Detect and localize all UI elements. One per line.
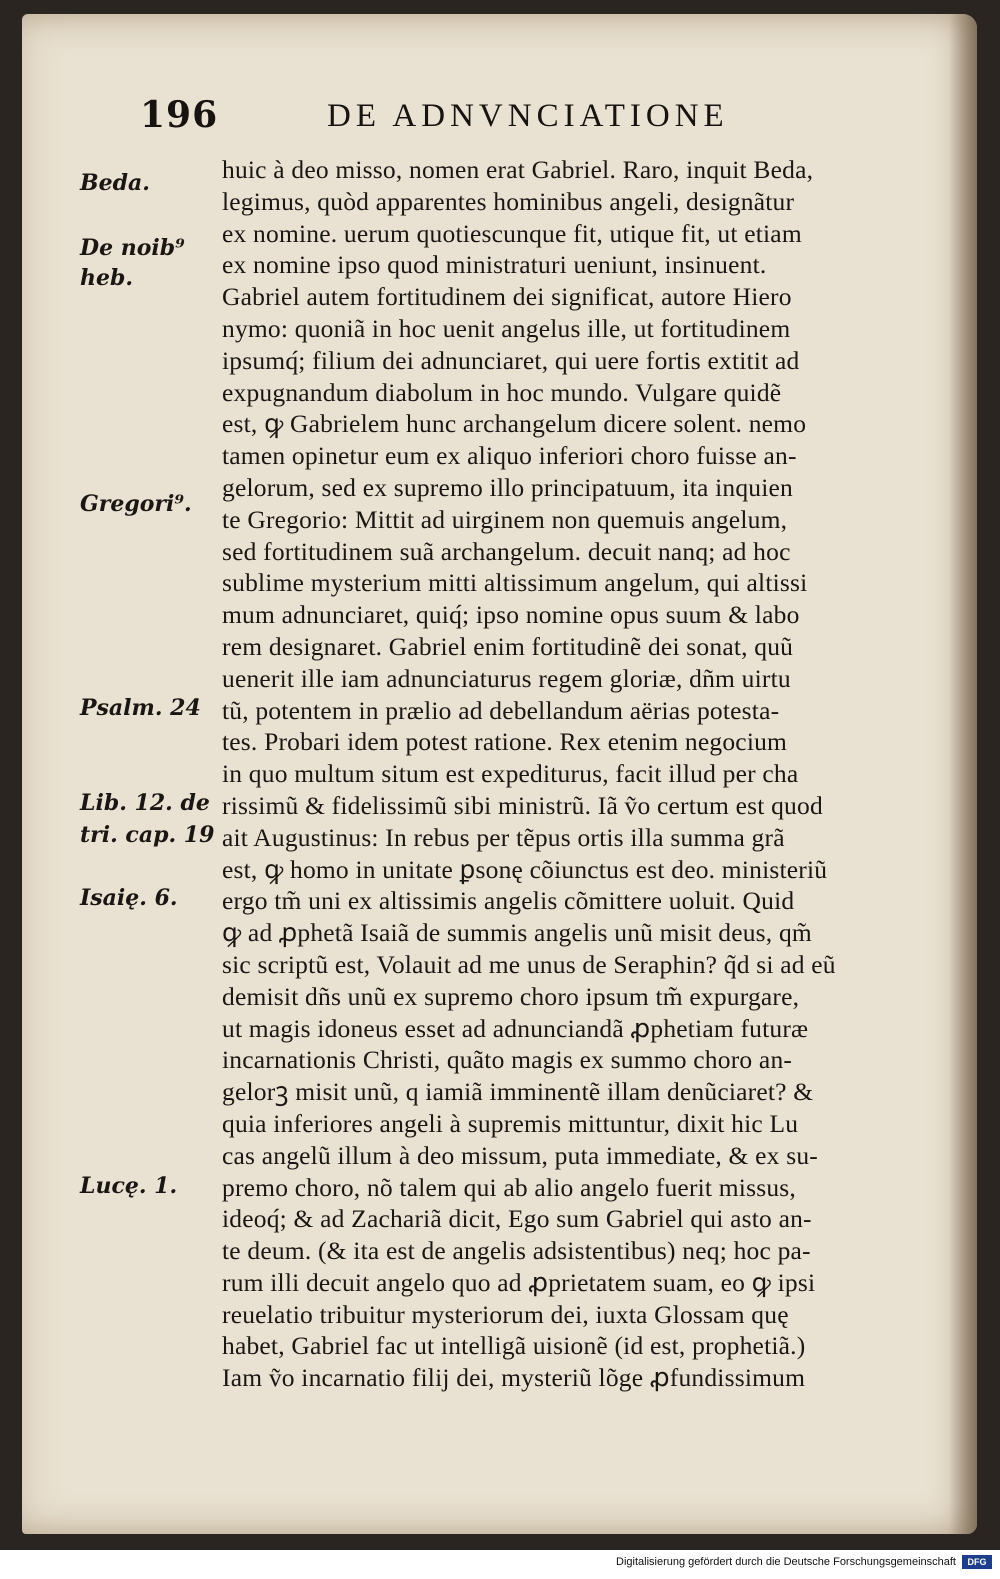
margin-note: Beda. — [80, 170, 150, 196]
text-line: rissimũ & fidelissimũ sibi ministrũ. Iã ṽo certum est quod — [222, 790, 823, 820]
margin-note: heb. — [80, 265, 134, 291]
text-line: demisit dñs unũ ex supremo choro ipsum tm̃ expurgare, — [222, 981, 800, 1011]
text-line: ait Augustinus: In rebus per tẽpus ortis illa summa grã — [222, 822, 785, 852]
text-line: ex nomine ipso quod ministraturi ueniunt, insinuent. — [222, 250, 767, 280]
text-line: ex nomine. uerum quotiescunque fit, utique fit, ut etiam — [222, 218, 802, 248]
page-number: 196 — [140, 94, 219, 136]
margin-note: De noib⁹ — [80, 235, 185, 261]
digitization-footer — [0, 1550, 1000, 1579]
text-line: sed fortitudinem suã archangelum. decuit nanq; ad hoc — [222, 536, 791, 566]
text-line: incarnationis Christi, quãto magis ex summo choro an- — [222, 1045, 793, 1075]
running-title: DE ADNVNCIATIONE — [327, 98, 729, 134]
text-line: nymo: quoniã in hoc uenit angelus ille, ut fortitudinem — [222, 313, 791, 343]
text-line: gelorum, sed ex supremo illo principatuum, ita inquien — [222, 472, 793, 502]
text-line: gelorꝫ misit unũ, q iamiã imminentẽ illam denũciaret? & — [222, 1077, 814, 1107]
text-line: te Gregorio: Mittit ad uirginem non quemuis angelum, — [222, 504, 788, 534]
text-line: ipsumq́; filium dei adnunciaret, qui uere fortis extitit ad — [222, 345, 800, 375]
text-line: reuelatio tribuitur mysteriorum dei, iuxta Glossam quę — [222, 1299, 789, 1329]
text-line: Gabriel autem fortitudinem dei significat, autore Hiero — [222, 282, 792, 312]
margin-note: Isaię. 6. — [80, 885, 178, 911]
text-line: uenerit ille iam adnunciaturus regem gloriæ, dñm uirtu — [222, 663, 791, 693]
page-header — [22, 94, 977, 144]
margin-note: Gregori⁹. — [80, 491, 192, 517]
text-line: tamen opinetur eum ex aliquo inferiori choro fuisse an- — [222, 441, 797, 471]
text-line: in quo multum situm est expediturus, facit illud per cha — [222, 759, 799, 789]
text-line: ergo tm̃ uni ex altissimis angelis cõmittere uoluit. Quid — [222, 886, 795, 916]
text-line: ꝙ ad ꝓphetã Isaiã de summis angelis unũ misit deus, qm̃ — [222, 918, 812, 948]
text-line: sic scriptũ est, Volauit ad me unus de Seraphin? q̃d si ad eũ — [222, 949, 836, 979]
margin-note: tri. cap. 19 — [80, 822, 215, 848]
book-page — [22, 14, 977, 1534]
text-line: est, ꝙ homo in unitate ꝑsonę cõiunctus est deo. ministeriũ — [222, 854, 828, 884]
margin-note: Lucę. 1. — [80, 1173, 178, 1199]
text-line: cas angelũ illum à deo missum, puta immediate, & ex su- — [222, 1140, 818, 1170]
text-line: legimus, quòd apparentes hominibus angeli, designãtur — [222, 186, 795, 216]
text-line: habet, Gabriel fac ut intelligã uisionẽ (id est, prophetiã.) — [222, 1331, 806, 1361]
text-line: mum adnunciaret, quiq́; ipso nomine opus suum & labo — [222, 600, 800, 630]
body-text — [222, 154, 962, 1394]
margin-note: Lib. 12. de — [80, 790, 210, 816]
text-line: tes. Probari idem potest ratione. Rex etenim negocium — [222, 727, 788, 757]
dfg-logo-icon: DFG — [962, 1555, 992, 1569]
text-line: sublime mysterium mitti altissimum angelum, qui altissi — [222, 568, 808, 598]
text-line: Iam ṽo incarnatio filij dei, mysteriũ lõge ꝓfundissimum — [222, 1363, 806, 1393]
margin-note: Psalm. 24 — [80, 695, 201, 721]
text-line: tũ, potentem in prælio ad debellandum aërias potesta- — [222, 695, 780, 725]
text-line: ideoq́; & ad Zachariã dicit, Ego sum Gabriel qui asto an- — [222, 1204, 812, 1234]
text-line: te deum. (& ita est de angelis adsistentibus) neq; hoc pa- — [222, 1236, 811, 1266]
text-line: ut magis idoneus esset ad adnunciandã ꝓphetiam futuræ — [222, 1013, 809, 1043]
text-line: huic à deo misso, nomen erat Gabriel. Raro, inquit Beda, — [222, 155, 814, 184]
text-line: rem designaret. Gabriel enim fortitudinẽ dei sonat, quũ — [222, 631, 794, 661]
text-line: expugnandum diabolum in hoc mundo. Vulgare quidẽ — [222, 377, 782, 407]
funding-credit: Digitalisierung gefördert durch die Deutsche Forschungsgemeinschaft — [616, 1556, 956, 1568]
text-line: quia inferiores angeli à supremis mittuntur, dixit hic Lu — [222, 1108, 799, 1138]
text-line: rum illi decuit angelo quo ad ꝓprietatem suam, eo ꝙ ipsi — [222, 1267, 816, 1297]
text-line: est, ꝙ Gabrielem hunc archangelum dicere solent. nemo — [222, 409, 807, 439]
text-line: premo choro, nõ talem qui ab alio angelo fuerit missus, — [222, 1172, 796, 1202]
